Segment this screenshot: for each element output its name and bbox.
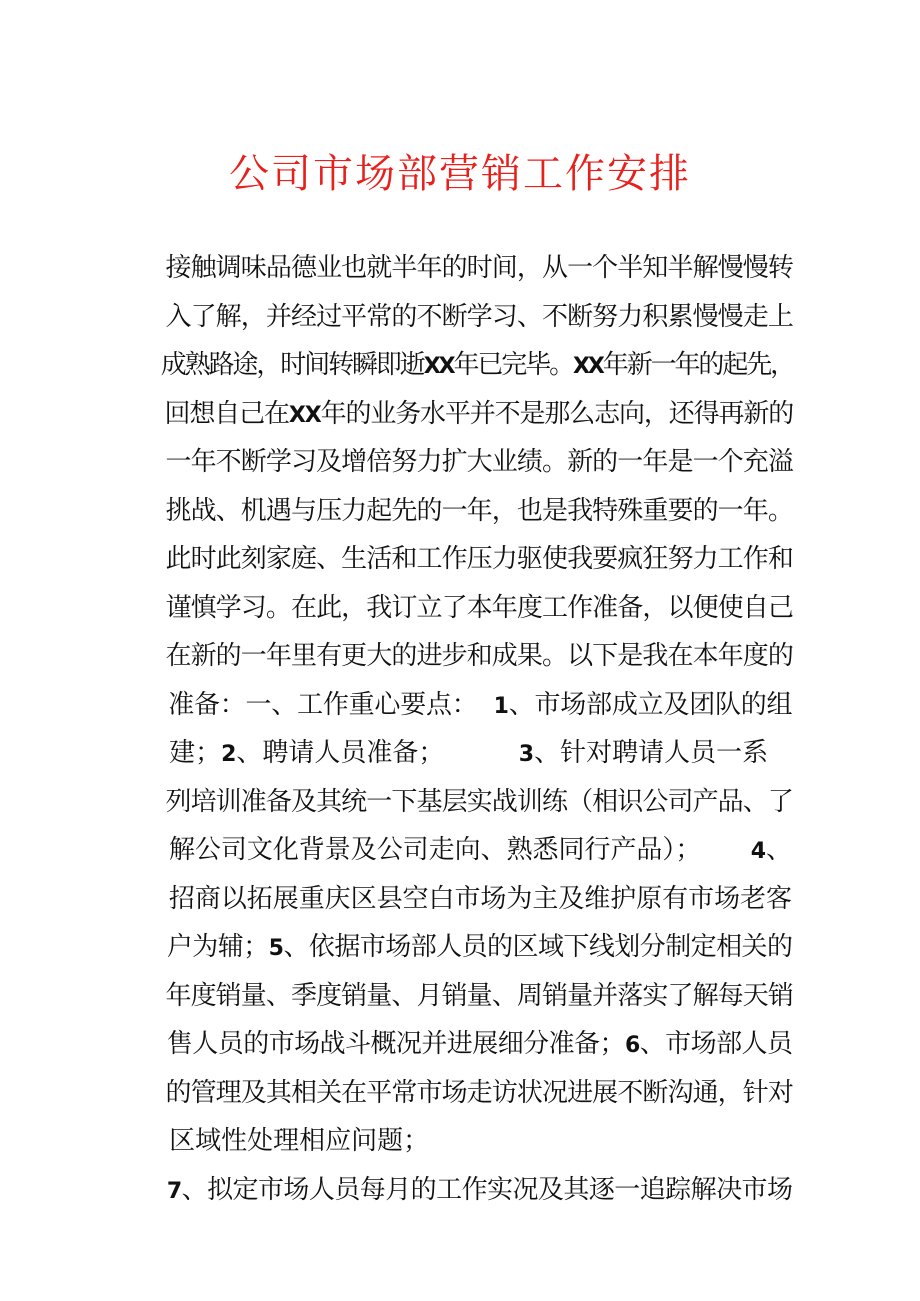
line-text: 、针对聘请人员一系 xyxy=(534,738,769,768)
line-text: 成熟路途，时间转瞬即逝 xyxy=(160,350,424,380)
list-number: 6 xyxy=(624,1033,640,1058)
line-text: 挑战、机遇与压力起先的一年，也是我特殊重要的一年。 xyxy=(165,496,793,526)
line-text: 、 xyxy=(766,835,792,865)
document-title: 公司市场部营销工作安排 xyxy=(229,151,691,197)
list-number: 1 xyxy=(493,694,509,719)
line-text: 在新的一年里有更大的进步和成果。以下是我在本年度的 xyxy=(165,641,793,671)
line-text: 、依据市场部人员的区域下线划分制定相关的 xyxy=(283,932,793,962)
line-text: 准备：一、工作重心要点： xyxy=(168,690,494,720)
line-text: 此时此刻家庭、生活和工作压力驱使我要疯狂努力工作和 xyxy=(165,544,793,574)
line-text: 、市场部人员 xyxy=(639,1029,793,1059)
line-text: 招商以拓展重庆区县空白市场为主及维护原有市场老客 xyxy=(168,884,792,914)
line-text: 入了解，并经过平常的不断学习、不断努力积累慢慢走上 xyxy=(165,302,793,332)
line-text: 年的业务水平并不是那么志向，还得再新的 xyxy=(320,399,794,429)
line-text: 解公司文化背景及公司走向、熟悉同行产品）； xyxy=(168,835,751,865)
line-text: 年新一年的起先， xyxy=(602,350,795,380)
line-text: 、市场部成立及团队的组 xyxy=(508,690,793,720)
line-text: 年已完毕。 xyxy=(453,350,574,380)
line-text: 谨慎学习。在此，我订立了本年度工作准备，以便使自己 xyxy=(165,593,793,623)
placeholder-year: XX xyxy=(288,403,321,428)
list-number: 3 xyxy=(518,742,535,767)
line-text: 售人员的市场战斗概况并进展细分准备； xyxy=(166,1029,625,1059)
line-text: 回想自己在 xyxy=(164,399,289,429)
list-number: 4 xyxy=(750,839,767,864)
line-text: 一年不断学习及增倍努力扩大业绩。新的一年是一个充溢 xyxy=(165,447,793,477)
line-text: 区域性处理相应问题； xyxy=(169,1126,430,1156)
placeholder-year: XX xyxy=(573,354,603,379)
placeholder-year: XX xyxy=(423,354,454,379)
line-text: 接触调味品德业也就半年的时间，从一个半知半解慢慢转 xyxy=(165,253,793,283)
line-text: 年度销量、季度销量、月销量、周销量并落实了解每天销 xyxy=(165,981,793,1011)
line-text: 、聘请人员准备； xyxy=(236,738,519,768)
line-text: 建； xyxy=(169,738,222,768)
list-number: 5 xyxy=(268,936,284,961)
list-number: 7 xyxy=(166,1179,182,1204)
body-line xyxy=(136,1136,792,1246)
line-text: 列培训准备及其统一下基层实战训练（相识公司产品、了 xyxy=(165,787,793,817)
line-text: 户为辅； xyxy=(166,932,269,962)
list-number: 2 xyxy=(221,742,237,767)
line-text: 、拟定市场人员每月的工作实况及其逐一追踪解决市场 xyxy=(181,1175,793,1205)
line-text: 的管理及其相关在平常市场走访状况进展不断沟通，针对 xyxy=(165,1078,793,1108)
